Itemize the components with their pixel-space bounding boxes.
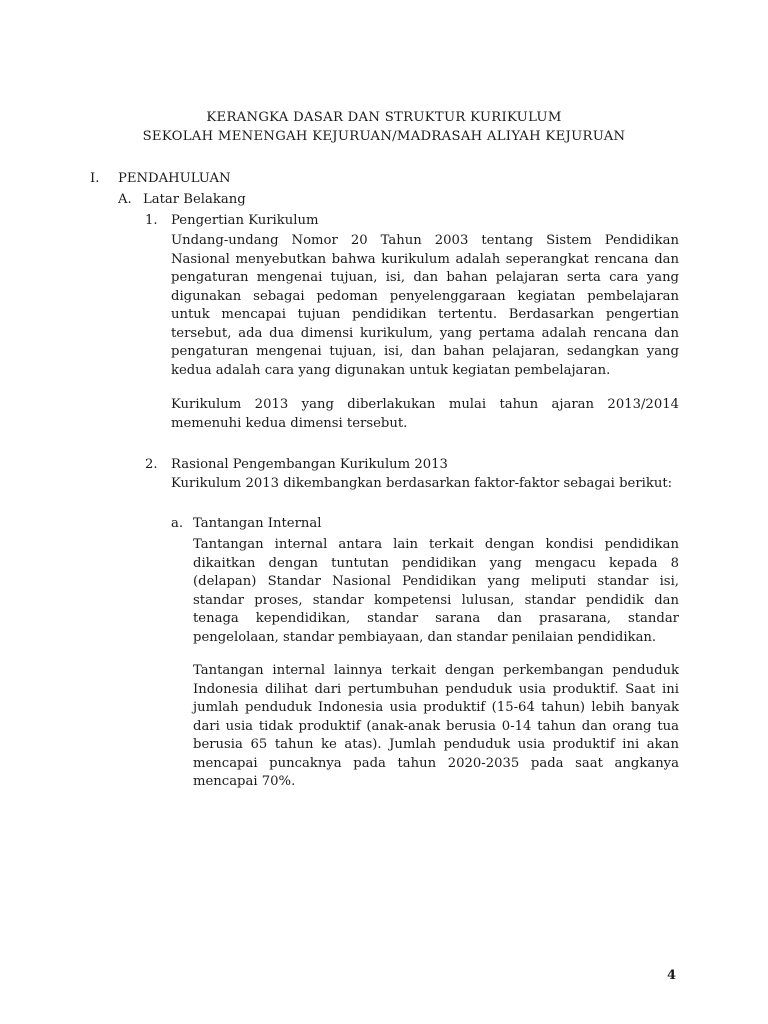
subsection-letter: A. [118,192,132,207]
item-a-paragraph-1: Tantangan internal antara lain terkait dengan kondisi pendidikan dikaitkan dengan tuntutan pendidikan yang mengacu kepada 8 (delapan) Standar Nasional Pendidikan yang meliputi standar isi, standar proses, standar kompetensi lulusan, standar pendidik dan tenaga kependidikan, standar sarana dan prasarana, standar pengelolaan, standar pembiayaan, dan standar penilaian pendidikan. [193,537,679,645]
subsection-heading: Latar Belakang [143,192,246,207]
item-2-intro: Kurikulum 2013 dikembangkan berdasarkan faktor-faktor sebagai berikut: [171,476,673,491]
section-number: I. [90,171,100,186]
document-title-line-2: SEKOLAH MENENGAH KEJURUAN/MADRASAH ALIYAH KEJURUAN [142,129,626,144]
section-heading: PENDAHULUAN [118,171,231,186]
item-a-heading: Tantangan Internal [193,516,322,531]
item-a-letter: a. [171,516,184,531]
item-a-paragraph-2: Tantangan internal lainnya terkait dengan perkembangan penduduk Indonesia dilihat dari pertumbuhan penduduk usia produktif. Saat ini jumlah penduduk Indonesia usia produktif (15-64 tahun) lebih banyak dari usia tidak produktif (anak-anak berusia 0-14 tahun dan orang tua berusia 65 tahun ke atas). Jumlah penduduk usia produktif ini akan mencapai puncaknya pada tahun 2020-2035 pada saat angkanya mencapai 70%. [193,663,679,789]
item-2-heading: Rasional Pengembangan Kurikulum 2013 [171,457,448,472]
item-2-number: 2. [145,457,158,472]
page-number: 4 [666,968,676,983]
item-1-heading: Pengertian Kurikulum [171,213,319,228]
item-1-paragraph-2: Kurikulum 2013 yang diberlakukan mulai tahun ajaran 2013/2014 memenuhi kedua dimensi tersebut. [171,397,679,431]
item-1-paragraph-1: Undang-undang Nomor 20 Tahun 2003 tentang Sistem Pendidikan Nasional menyebutkan bahwa kurikulum adalah seperangkat rencana dan pengaturan mengenai tujuan, isi, dan bahan pelajaran serta cara yang digunakan sebagai pedoman penyelenggaraan kegiatan pembelajaran untuk mencapai tujuan pendidikan tertentu. Berdasarkan pengertian tersebut, ada dua dimensi kurikulum, yang pertama adalah rencana dan pengaturan mengenai tujuan, isi, dan bahan pelajaran, sedangkan yang kedua adalah cara yang digunakan untuk kegiatan pembelajaran. [171,233,679,378]
document-title-line-1: KERANGKA DASAR DAN STRUKTUR KURIKULUM [206,110,562,125]
item-1-number: 1. [145,213,158,228]
